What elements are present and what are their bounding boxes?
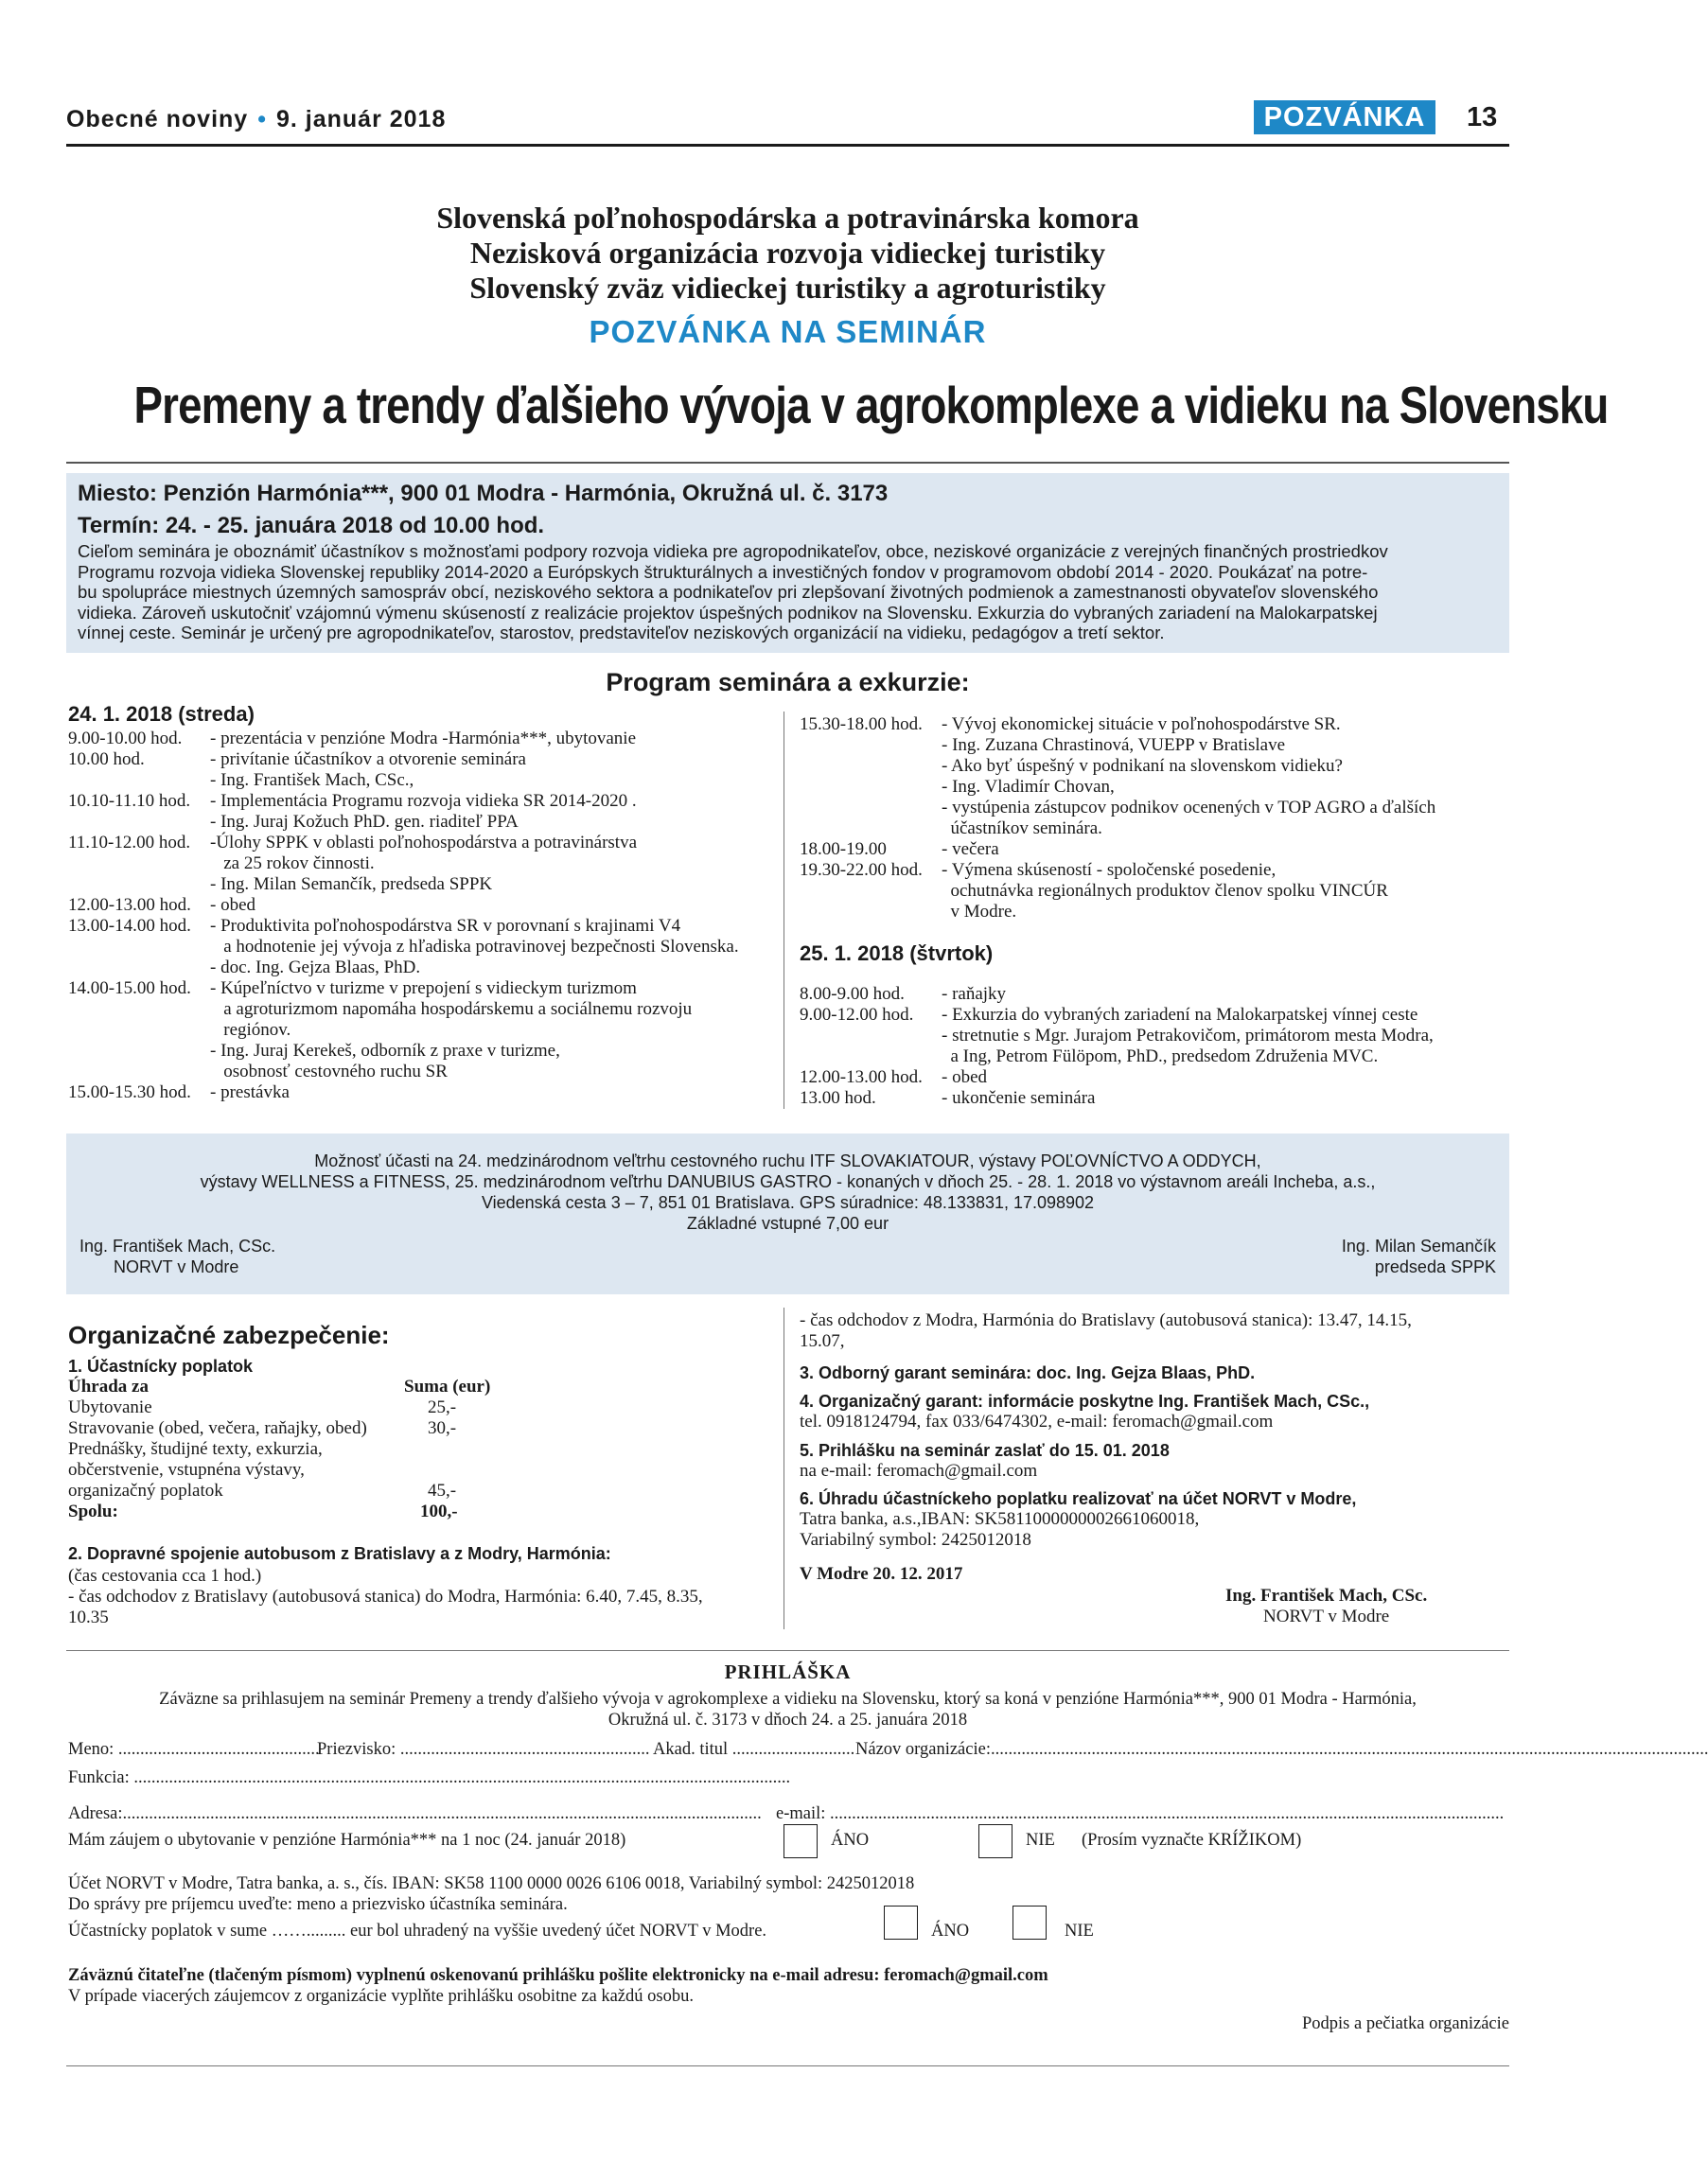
program-row [800, 777, 1509, 798]
section-rule [66, 1650, 1509, 1651]
departures-line: - čas odchodov z Modra, Harmónia do Bratislavy (autobusová stanica): 13.47, 14.15, [800, 1310, 1412, 1330]
program-row [800, 984, 1509, 1005]
seminar-description [78, 541, 1497, 643]
program-time: 10.10-11.10 hod. [68, 791, 191, 811]
program-row [800, 1005, 1509, 1026]
fee-row [68, 1481, 503, 1502]
fee-heading: 1. Účastnícky poplatok [68, 1357, 254, 1376]
program-time [68, 1041, 210, 1062]
program-time: 8.00-9.00 hod. [800, 984, 905, 1004]
note-line: Základné vstupné 7,00 eur [686, 1214, 889, 1233]
org-guarantor-section [800, 1391, 1500, 1432]
program-time [68, 958, 210, 978]
organization-field[interactable]: Názov organizácie:.................................................................................................................................................................... [855, 1740, 1708, 1759]
program-time [68, 874, 210, 895]
program-row [800, 714, 1509, 735]
bottom-rule [66, 2065, 1509, 2066]
program-row [68, 749, 768, 770]
newspaper-header [66, 106, 446, 133]
program-row [800, 860, 1509, 881]
program-day1-left [68, 729, 768, 1103]
register-section [800, 1440, 1500, 1482]
fee-header-row [68, 1377, 503, 1397]
program-row [68, 874, 768, 895]
program-item: - prezentácia v penzióne Modra -Harmónia***, ubytovanie [210, 729, 637, 748]
program-row [68, 833, 768, 853]
fair-note-box [66, 1133, 1509, 1294]
note-signature-right [1342, 1236, 1496, 1277]
info-box [66, 473, 1509, 653]
program-day1-right [800, 714, 1509, 923]
program-item: - Produktivita poľnohospodárstva SR v porovnaní s krajinami V4 [210, 916, 681, 936]
program-time [68, 937, 210, 958]
program-row [68, 937, 768, 958]
program-item: - prestávka [210, 1082, 290, 1102]
program-time [800, 881, 942, 902]
program-time: 18.00-19.00 [800, 839, 887, 859]
description-line: vínnej ceste. Seminár je určený pre agropodnikateľov, starostov, predstaviteľov neziskových organizácií na vidieku, pedagógov a tretí sektor. [78, 623, 1165, 642]
program-time: 12.00-13.00 hod. [800, 1067, 923, 1087]
program-item: - obed [942, 1067, 988, 1087]
program-time: 15.00-15.30 hod. [68, 1082, 191, 1102]
program-time [68, 770, 210, 791]
program-row [800, 839, 1509, 860]
program-time: 10.00 hod. [68, 749, 145, 769]
program-time [800, 1046, 942, 1067]
program-time: 11.10-12.00 hod. [68, 833, 191, 852]
program-item: - stretnutie s Mgr. Jurajom Petrakovičom, primátorom mesta Modra, [942, 1026, 1434, 1046]
note-line: výstavy WELLNESS a FITNESS, 25. medzinárodnom veľtrhu DANUBIUS GASTRO - konaných v dňoch 25. - 28. 1. 2018 vo výstavnom areáli Incheba, a.s., [200, 1172, 1376, 1191]
recipient-note: Do správy pre príjemcu uveďte: meno a priezvisko účastníka seminára. [68, 1895, 568, 1914]
fee-total-row [68, 1502, 503, 1522]
fair-note-text [66, 1151, 1509, 1234]
program-row [800, 735, 1509, 756]
program-row [800, 1026, 1509, 1046]
program-item: - ukončenie seminára [942, 1088, 1096, 1108]
signature-role: predseda SPPK [1374, 1257, 1496, 1276]
fee-row [68, 1439, 503, 1460]
program-time [800, 818, 942, 839]
accommodation-question: Mám záujem o ubytovanie v penzióne Harmónia*** na 1 noc (24. január 2018) [68, 1831, 626, 1850]
newspaper-name: Obecné noviny [66, 106, 249, 132]
payment-line: Tatra banka, a.s.,IBAN: SK5811000000002661060018, [800, 1509, 1200, 1529]
program-item: - raňajky [942, 984, 1007, 1004]
program-row [68, 1062, 768, 1082]
program-item: - Exkurzia do vybraných zariadení na Malokarpatskej vínnej ceste [942, 1005, 1418, 1025]
program-item: za 25 rokov činnosti. [210, 853, 375, 873]
bullet-icon: • [257, 106, 267, 132]
mark-note: (Prosím vyznačte KRÍŽIKOM) [1082, 1831, 1302, 1850]
program-row [68, 729, 768, 749]
fee-item: organizačný poplatok [68, 1481, 223, 1501]
payment-section [800, 1488, 1500, 1551]
degree-field[interactable]: Akad. titul ............................ [653, 1740, 855, 1759]
program-item: - večera [942, 839, 999, 859]
note-line: Možnosť účasti na 24. medzinárodnom veľtrhu cestovného ruchu ITF SLOVAKIATOUR, výstavy POĽOVNÍCTVO A ODDYCH, [314, 1151, 1261, 1170]
program-item: - Výmena skúseností - spoločenské posedenie, [942, 860, 1277, 880]
fee-row [68, 1418, 503, 1439]
program-time [800, 1026, 942, 1046]
transport-line: 10.35 [68, 1608, 109, 1627]
signature-role: NORVT v Modre [1263, 1607, 1390, 1626]
day2-title: 25. 1. 2018 (štvrtok) [800, 941, 994, 965]
program-item: osobnosť cestovného ruchu SR [210, 1062, 448, 1081]
surname-field[interactable]: Priezvisko: ......................................................... [317, 1740, 650, 1759]
title-rule [66, 462, 1509, 464]
program-time [68, 853, 210, 874]
day1-title: 24. 1. 2018 (streda) [68, 702, 255, 726]
program-item: - Ing. František Mach, CSc., [210, 770, 414, 790]
fee-item: Ubytovanie [68, 1397, 152, 1417]
fee-item: Prednášky, študijné texty, exkurzia, [68, 1439, 323, 1459]
organizational-signature [1225, 1586, 1427, 1627]
program-row [800, 756, 1509, 777]
application-title: PRIHLÁŠKA [724, 1661, 852, 1683]
program-time: 12.00-13.00 hod. [68, 895, 191, 915]
program-time [68, 1062, 210, 1082]
fee-paid-line: Účastnícky poplatok v sume ……......... eur bol uhradený na vyššie uvedený účet NORVT v Modre. [68, 1922, 767, 1941]
accommodation-no-checkbox[interactable] [978, 1824, 1012, 1858]
transport-info [68, 1566, 768, 1628]
program-row [68, 853, 768, 874]
fee-amount: 45,- [428, 1481, 457, 1501]
program-item: - vystúpenia zástupcov podnikov ocenených v TOP AGRO a ďalších [942, 798, 1436, 817]
no-label: NIE [1065, 1922, 1094, 1941]
fee-total-label: Spolu: [68, 1502, 118, 1521]
signature-name: Ing. František Mach, CSc. [1225, 1586, 1428, 1606]
fee-amount: 30,- [428, 1418, 457, 1438]
no-label: NIE [1026, 1831, 1055, 1850]
program-row [68, 812, 768, 833]
seminar-place: Miesto: Penzión Harmónia***, 900 01 Modra - Harmónia, Okružná ul. č. 3173 [78, 481, 889, 506]
program-item: - Ing. Zuzana Chrastinová, VUEPP v Bratislave [942, 735, 1286, 755]
place-date: V Modre 20. 12. 2017 [800, 1564, 963, 1584]
section-badge: POZVÁNKA [1254, 100, 1435, 134]
program-item: - Vývoj ekonomickej situácie v poľnohospodárstve SR. [942, 714, 1341, 734]
fee-amount: 25,- [428, 1397, 457, 1417]
fee-row [68, 1397, 503, 1418]
program-row [68, 1041, 768, 1062]
description-line: Programu rozvoja vidieka Slovenskej republiky 2014-2020 a Európskych štrukturálnych a investičných fondov v programovom období 2014 - 2020. Poukázať na potre- [78, 561, 1368, 582]
yes-label: ÁNO [931, 1922, 970, 1941]
name-field[interactable]: Meno: .............................................. [68, 1740, 320, 1759]
fee-total-amount: 100,- [420, 1502, 458, 1521]
program-row [68, 791, 768, 812]
program-item: a hodnotenie jej vývoja z hľadiska potravinovej bezpečnosti Slovenska. [210, 937, 739, 957]
transport-line: - čas odchodov z Bratislavy (autobusová stanica) do Modra, Harmónia: 6.40, 7.45, 8.35, [68, 1587, 703, 1607]
program-item: - Implementácia Programu rozvoja vidieka SR 2014-2020 . [210, 791, 637, 811]
contact-line: tel. 0918124794, fax 033/6474302, e-mail: feromach@gmail.com [800, 1412, 1274, 1432]
description-line: vidieka. Zároveň uskutočniť vzájomnú výmenu skúseností z realizácie projektov úspešných podnikov na Slovensku. Exkurzia do vybraných zariadení na Malokarpatskej [78, 602, 1378, 623]
program-time [800, 902, 942, 923]
departures-info [800, 1310, 1500, 1352]
program-time: 13.00-14.00 hod. [68, 916, 191, 936]
program-time: 15.30-18.00 hod. [800, 714, 923, 734]
organizer-3: Slovenský zväz vidieckej turistiky a agroturistiky [469, 271, 1106, 305]
description-line: bu spolupráce miestnych územných samospráv obcí, neziskového sektora a podnikateľov pri zlepšovaní životných podmienok a zamestnanosti obyvateľov slovenského [78, 582, 1379, 602]
signature-name: Ing. Milan Semančík [1341, 1237, 1496, 1256]
address-field[interactable]: Adresa:.................................................................................................................................................. [68, 1804, 762, 1823]
program-row [68, 770, 768, 791]
program-row [800, 798, 1509, 818]
issue-date: 9. január 2018 [275, 106, 447, 132]
fee-row [68, 1460, 503, 1481]
fee-paid-no-checkbox[interactable] [1012, 1906, 1047, 1940]
organizational-title: Organizačné zabezpečenie: [68, 1321, 390, 1349]
program-row [68, 895, 768, 916]
program-row [800, 1067, 1509, 1088]
program-item: - Kúpeľníctvo v turizme v prepojení s vidieckym turizmom [210, 978, 637, 998]
guarantor-heading: 3. Odborný garant seminára: doc. Ing. Gejza Blaas, PhD. [800, 1363, 1256, 1382]
departures-line: 15.07, [800, 1331, 845, 1351]
register-text: na e-mail: feromach@gmail.com [800, 1461, 1038, 1481]
register-heading: 5. Prihlášku na seminár zaslať do 15. 01. 2018 [800, 1441, 1170, 1460]
fee-header-item: Úhrada za [68, 1377, 149, 1397]
program-time: 19.30-22.00 hod. [800, 860, 923, 880]
fee-table [68, 1377, 503, 1522]
email-field[interactable]: e-mail: .......................................................................................................................................................... [776, 1804, 1505, 1823]
program-item: - Ing. Vladimír Chovan, [942, 777, 1115, 797]
signature-stamp-label: Podpis a pečiatka organizácie [1301, 2014, 1509, 2033]
submission-instruction-2: V prípade viacerých záujemcov z organizácie vyplňte prihlášku osobitne za každú osobu. [68, 1987, 694, 2006]
program-item: a Ing, Petrom Fülöpom, PhD., predsedom Združenia MVC. [942, 1046, 1379, 1066]
accommodation-yes-checkbox[interactable] [784, 1824, 818, 1858]
program-row [800, 902, 1509, 923]
program-row [68, 1020, 768, 1041]
seminar-date: Termín: 24. - 25. januára 2018 od 10.00 hod. [78, 513, 545, 538]
program-item: - privítanie účastníkov a otvorenie seminára [210, 749, 526, 769]
program-item: - doc. Ing. Gejza Blaas, PhD. [210, 958, 421, 977]
organizer-1: Slovenská poľnohospodárska a potravinárska komora [436, 201, 1139, 235]
program-item: v Modre. [942, 902, 1017, 922]
program-row [800, 1046, 1509, 1067]
program-row [800, 818, 1509, 839]
invite-label: POZVÁNKA NA SEMINÁR [589, 314, 987, 349]
org-guarantor-heading: 4. Organizačný garant: informácie poskytne Ing. František Mach, CSc., [800, 1392, 1370, 1411]
program-row [68, 916, 768, 937]
submission-instruction: Záväznú čitateľne (tlačeným písmom) vyplnenú oskenovanú prihlášku pošlite elektronicky na e-mail adresu: feromach@gmail.com [68, 1966, 1048, 1985]
program-row [68, 1082, 768, 1103]
program-time: 9.00-12.00 hod. [800, 1005, 914, 1025]
program-time [68, 999, 210, 1020]
seminar-title: Premeny a trendy ďalšieho vývoja v agrokomplexe a vidieku na Slovensku [133, 376, 1609, 434]
description-line: Cieľom seminára je oboznámiť účastníkov s možnosťami podpory rozvoja vidieka pre agropodnikateľov, obce, neziskové organizácie z verejných finančných prostriedkov [78, 541, 1388, 561]
program-item: - Ing. Milan Semančík, predseda SPPK [210, 874, 493, 894]
payment-heading: 6. Úhradu účastníckeho poplatku realizovať na účet NORVT v Modre, [800, 1489, 1357, 1508]
program-time [800, 756, 942, 777]
signature-role: NORVT v Modre [114, 1257, 239, 1276]
function-field[interactable]: Funkcia: ...................................................................................................................................................... [68, 1768, 791, 1787]
program-time: 13.00 hod. [800, 1088, 876, 1108]
account-info: Účet NORVT v Modre, Tatra banka, a. s., čís. IBAN: SK58 1100 0000 0026 6106 0018, Variabilný symbol: 2425012018 [68, 1874, 915, 1893]
program-item: a agroturizmom napomáha hospodárskemu a sociálnemu rozvoju [210, 999, 693, 1019]
program-time [68, 812, 210, 833]
fee-paid-yes-checkbox[interactable] [884, 1906, 918, 1940]
intro-line: Záväzne sa prihlasujem na seminár Premeny a trendy ďalšieho vývoja v agrokomplexe a vidieku na Slovensku, ktorý sa koná v penzióne Harmónia***, 900 01 Modra - Harmónia, [159, 1690, 1417, 1709]
program-time [68, 1020, 210, 1041]
program-time: 14.00-15.00 hod. [68, 978, 191, 998]
program-item: - Ing. Juraj Kožuch PhD. gen. riaditeľ PPA [210, 812, 519, 832]
guarantor-section [800, 1362, 1500, 1383]
organizer-2: Nezisková organizácia rozvoja vidieckej turistiky [469, 236, 1106, 270]
program-title: Program seminára a exkurzie: [606, 668, 970, 696]
note-signature-left [79, 1236, 275, 1277]
intro-line: Okružná ul. č. 3173 v dňoch 24. a 25. januára 2018 [607, 1711, 968, 1730]
program-time [800, 777, 942, 798]
note-line: Viedenská cesta 3 – 7, 851 01 Bratislava. GPS súradnice: 48.133831, 17.098902 [481, 1193, 1095, 1212]
program-item: - Ako byť úspešný v podnikaní na slovenskom vidieku? [942, 756, 1343, 776]
program-row [68, 999, 768, 1020]
fee-item: občerstvenie, vstupnéna výstavy, [68, 1460, 305, 1480]
signature-name: Ing. František Mach, CSc. [79, 1237, 276, 1256]
program-item: - obed [210, 895, 256, 915]
page-number: 13 [1467, 102, 1498, 132]
program-time [800, 798, 942, 818]
program-row [800, 881, 1509, 902]
transport-line: (čas cestovania cca 1 hod.) [68, 1566, 262, 1586]
program-item: regiónov. [210, 1020, 291, 1040]
program-item: ochutnávka regionálnych produktov členov spolku VINCÚR [942, 881, 1388, 901]
transport-heading: 2. Dopravné spojenie autobusom z Bratislavy a z Modry, Harmónia: [68, 1544, 611, 1563]
program-time [800, 735, 942, 756]
fee-header-amount: Suma (eur) [404, 1377, 491, 1397]
program-row [68, 958, 768, 978]
program-time: 9.00-10.00 hod. [68, 729, 183, 748]
program-item: účastníkov seminára. [942, 818, 1102, 838]
program-item: -Úlohy SPPK v oblasti poľnohospodárstva a potravinárstva [210, 833, 638, 852]
header-rule [66, 144, 1509, 147]
program-row [800, 1088, 1509, 1109]
program-row [68, 978, 768, 999]
application-intro [66, 1689, 1509, 1731]
fee-item: Stravovanie (obed, večera, raňajky, obed) [68, 1418, 367, 1438]
program-item: - Ing. Juraj Kerekeš, odborník z praxe v turizme, [210, 1041, 560, 1061]
program-day2 [800, 984, 1509, 1109]
payment-line: Variabilný symbol: 2425012018 [800, 1530, 1031, 1550]
yes-label: ÁNO [831, 1831, 870, 1850]
